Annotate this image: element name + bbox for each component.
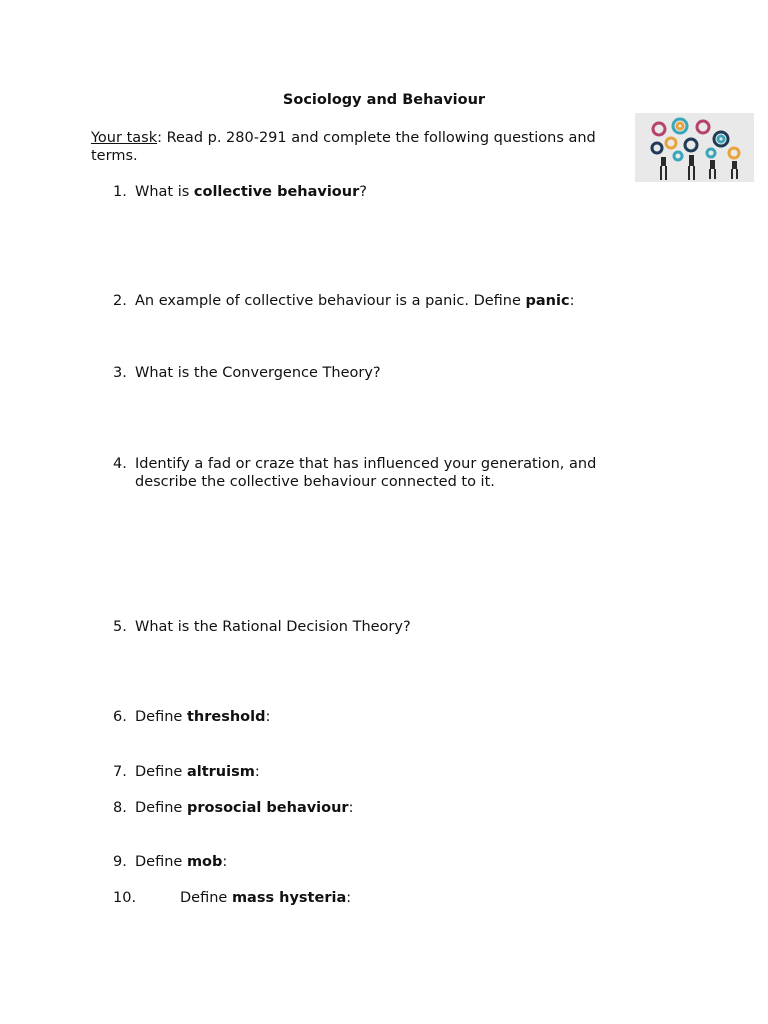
question-number: 8. [113, 800, 127, 816]
question-number: 6. [113, 709, 127, 725]
key-term: mob [186, 854, 223, 870]
question-number: 2. [113, 293, 127, 309]
key-term: mass hysteria [231, 890, 347, 906]
question-number: 4. [113, 456, 127, 472]
question-number: 1. [113, 184, 127, 200]
task-text: : Read p. 280-291 and complete the following questions and terms. [91, 130, 596, 164]
key-term: panic [525, 293, 570, 309]
gears-teamwork-image [635, 113, 754, 182]
task-instructions [91, 129, 626, 165]
key-term: threshold [186, 709, 266, 725]
question-number: 10. [113, 890, 137, 906]
question-number: 9. [113, 854, 127, 870]
task-label: Your task [91, 130, 158, 146]
document-title: Sociology and Behaviour [282, 92, 486, 108]
key-term: collective behaviour [193, 184, 360, 200]
key-term: prosocial behaviour [186, 800, 349, 816]
key-term: altruism [186, 764, 255, 780]
question-number: 7. [113, 764, 127, 780]
question-number: 3. [113, 365, 127, 381]
gears-illustration-icon [635, 113, 754, 182]
question-number: 5. [113, 619, 127, 635]
